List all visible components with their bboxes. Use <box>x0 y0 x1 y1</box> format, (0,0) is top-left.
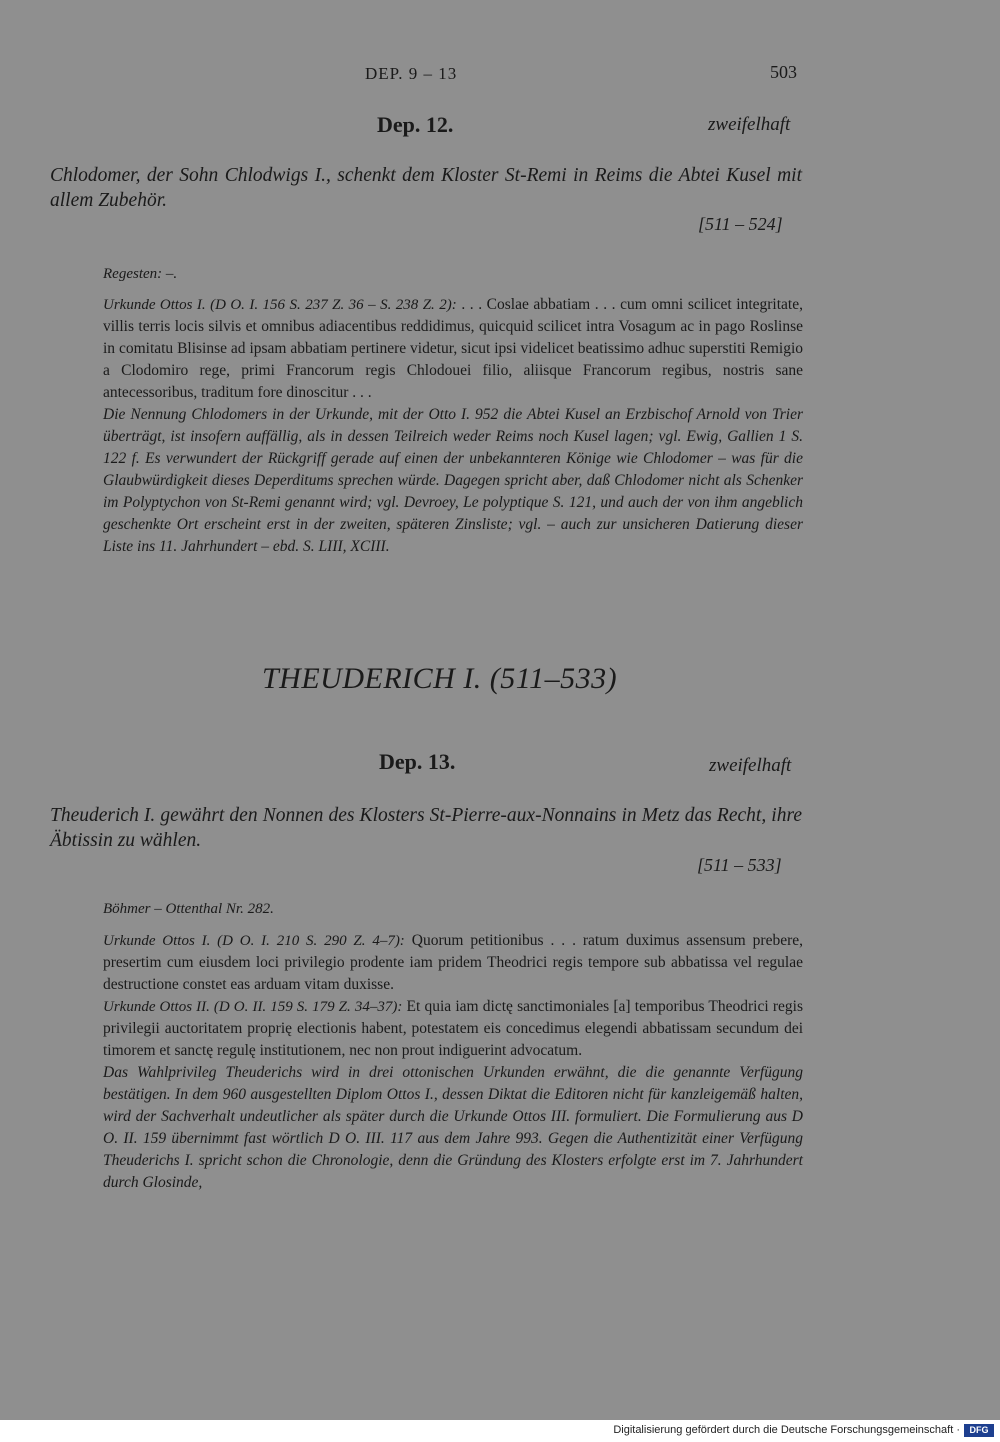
dep12-body <box>103 263 803 558</box>
dep13-summary: Theuderich I. gewährt den Nonnen des Klosters St-Pierre-aux-Nonnains in Metz das Recht, ihre Äbtissin zu wählen. <box>50 805 802 851</box>
footer-bar <box>0 1420 1000 1442</box>
dep12-status: zweifelhaft <box>708 114 791 135</box>
dep13-body <box>103 898 803 1194</box>
dep13-commentary: Das Wahlprivileg Theuderichs wird in drei ottonischen Urkunden erwähnt, die die genannte Verfügung bestätigen. In dem 960 ausgestellten Diplom Ottos I., dessen Diktat die Editoren nicht für kanzleigemäß halten, wird der Sachverhalt undeutlicher als später durch die Urkunde Ottos III. formuliert. Die Formulierung aus D O. II. 159 übernimmt fast wörtlich D O. III. 117 aus dem Jahre 993. Gegen die Authentizität einer Verfügung Theuderichs I. spricht schon die Chronologie, denn die Gründung des Klosters erfolgte erst im 7. Jahrhundert durch Glosinde, <box>103 1064 803 1191</box>
dep13-source1-text: Quorum petitionibus . . . ratum duximus assensum prebere, presertim cum eiusdem loci privilegio prodente iam pridem Theodrici regis tempore sub abbatissa vel regulae destructione constet eas arduam vitam duxisse. <box>103 932 803 993</box>
dep12-regesten: Regesten: –. <box>103 266 178 282</box>
dep12-source-label: Urkunde Ottos I. (D O. I. 156 S. 237 Z. 36 – S. 238 Z. 2): <box>103 297 457 313</box>
dep12-source-paragraph <box>103 294 803 404</box>
dep12-heading: Dep. 12. <box>377 112 454 137</box>
dep13-source2-paragraph <box>103 996 803 1062</box>
dep13-source2-label: Urkunde Ottos II. (D O. II. 159 S. 179 Z. 34–37): <box>103 999 403 1015</box>
dep13-source2-text: Et quia iam dictę sanctimoniales [a] temporibus Theodrici regis privilegii auctoritatem proprię electionis habent, potestatem eis concedimus elegendi abbatissam secundum dei timorem et sanctę regulę institutionem, nec non prout indiguerint advocatum. <box>103 998 803 1059</box>
page-number: 503 <box>770 62 797 82</box>
dep13-date: [511 – 533] <box>697 855 782 875</box>
dep12-date: [511 – 524] <box>698 214 783 234</box>
dep12-summary: Chlodomer, der Sohn Chlodwigs I., schenkt dem Kloster St-Remi in Reims die Abtei Kusel mit allem Zubehör. <box>50 165 802 211</box>
dep13-source1-label: Urkunde Ottos I. (D O. I. 210 S. 290 Z. 4–7): <box>103 933 405 949</box>
running-title: DEP. 9 – 13 <box>365 64 458 83</box>
dep13-reference: Böhmer – Ottenthal Nr. 282. <box>103 901 274 917</box>
footer-credit: Digitalisierung gefördert durch die Deutsche Forschungsgemeinschaft · <box>613 1424 960 1436</box>
dep13-heading: Dep. 13. <box>379 749 456 774</box>
dep13-source1-paragraph <box>103 930 803 996</box>
dep12-source-text: . . . Coslae abbatiam . . . cum omni scilicet integritate, villis terris locis silvis et omnibus adiacentibus reddidimus, quicquid scilicet intra Vosagum ac in pago Roslinse in comitatu Blisinse ad ipsam abbatiam pertinere videtur, sicut ipsi videlicet beatissimo adhuc superstiti Remigio a Clodomiro rege, primi Francorum regis Chlodouei filio, aliisque Francorum regibus, nostris sane antecessoribus, traditum fore dinoscitur . . . <box>103 296 803 401</box>
section-title: THEUDERICH I. (511–533) <box>262 662 618 695</box>
dfg-logo-icon: DFG <box>964 1424 994 1437</box>
dep13-status: zweifelhaft <box>709 755 792 776</box>
dep12-commentary: Die Nennung Chlodomers in der Urkunde, mit der Otto I. 952 die Abtei Kusel an Erzbischof Arnold von Trier überträgt, ist insofern auffällig, als in dessen Teilreich weder Reims noch Kusel lagen; vgl. Ewig, Gallien 1 S. 122 f. Es verwundert der Rückgriff gerade auf einen der unbekannteren Könige wie Chlodomer – was für die Glaubwürdigkeit dieses Deperditums sprechen würde. Dagegen spricht aber, daß Chlodomer nicht als Schenker im Polyptychon von St-Remi genannt wird; vgl. Devroey, Le polyptique S. 121, und auch der von ihm angeblich geschenkte Ort erscheint erst in der zweiten, späteren Zinsliste; vgl. – auch zur unsicheren Datierung dieser Liste ins 11. Jahrhundert – ebd. S. LIII, XCIII. <box>103 406 803 555</box>
